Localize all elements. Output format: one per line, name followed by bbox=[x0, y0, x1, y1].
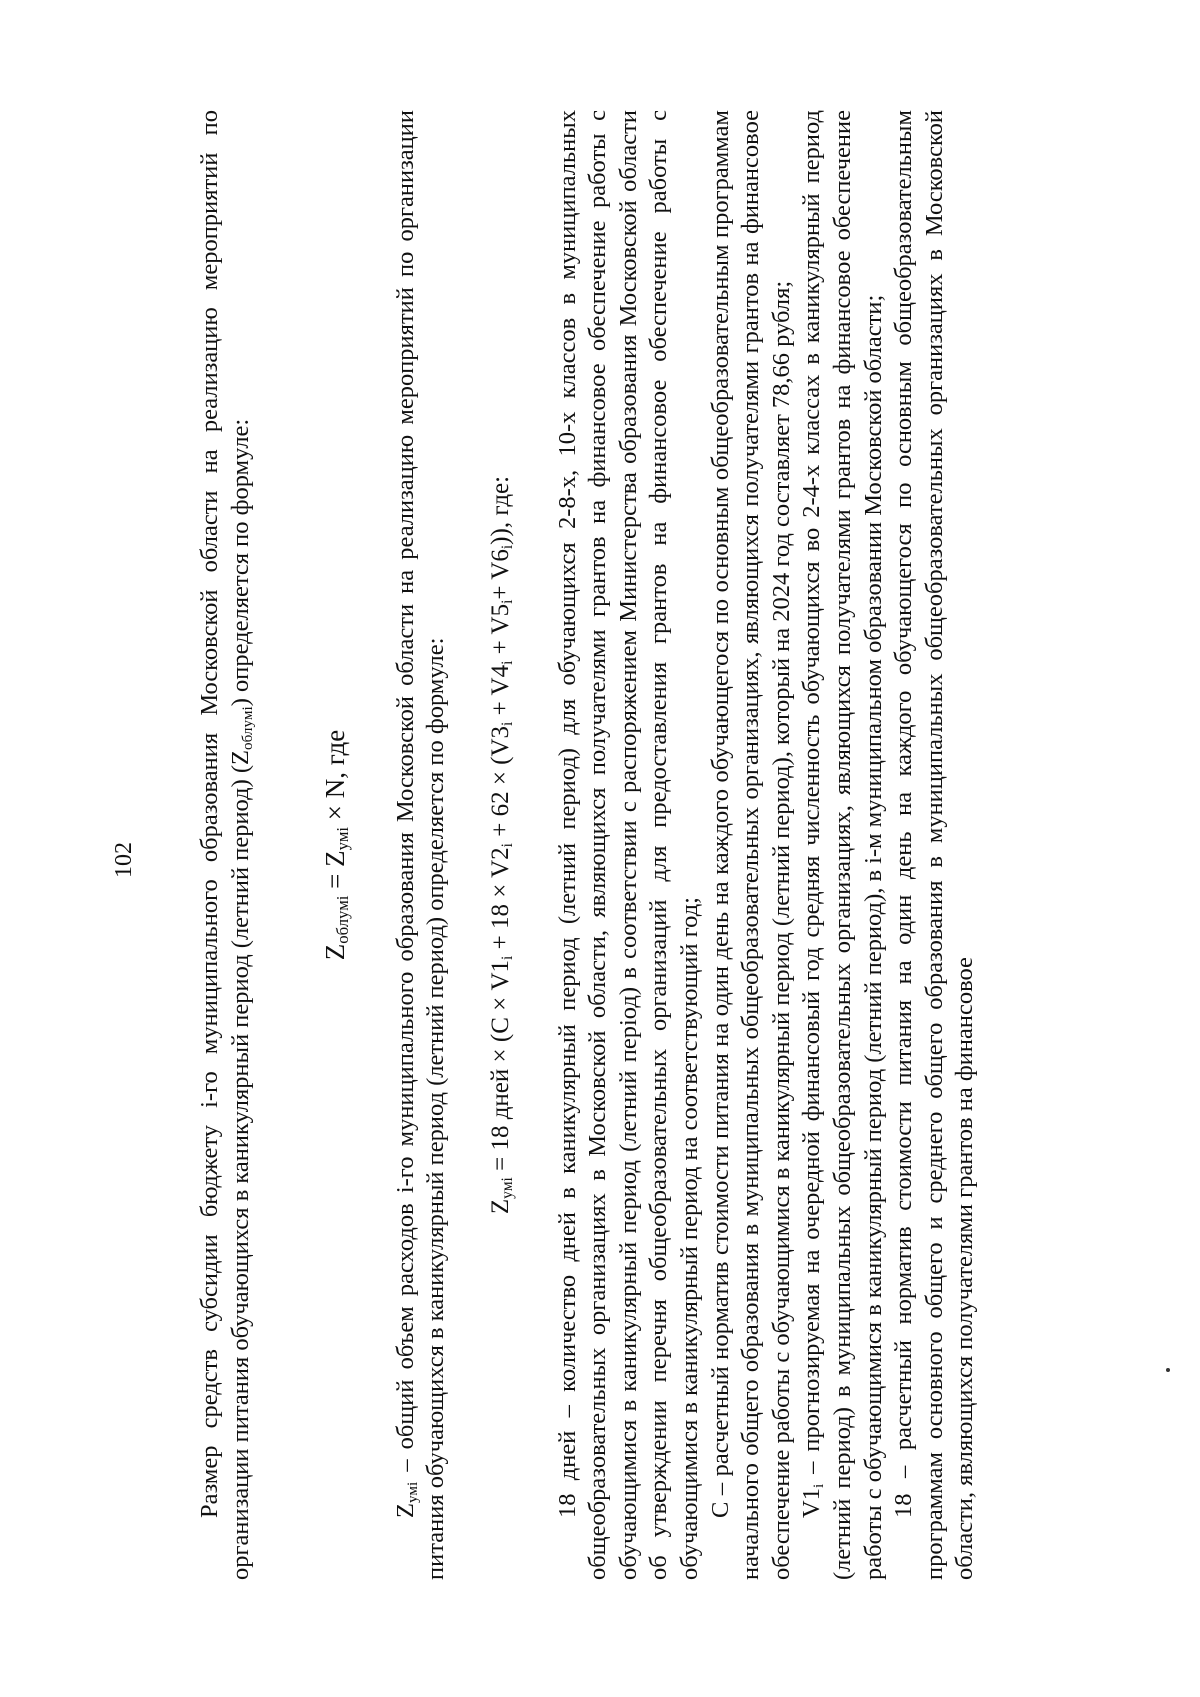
eighteen-definition: 18 – расчетный норматив стоимости питания на один день на каждого обучающегося по основным общеобразовательным программам основного общего и среднего общего образования в муниципальных общеобразовательных организациях в Московской области, являющихся получателями грантов на финансовое bbox=[890, 110, 979, 1580]
v1-definition bbox=[797, 110, 889, 1580]
f2-c: + 18 × V2 bbox=[486, 847, 514, 956]
intro-subscript: облумi bbox=[238, 706, 256, 751]
intro-paragraph bbox=[195, 110, 256, 1580]
v1-symbol: V1 bbox=[798, 1488, 826, 1518]
zumi-definition bbox=[391, 110, 452, 1580]
f2-i5: i bbox=[498, 599, 516, 604]
f2-g: + V6 bbox=[486, 549, 514, 600]
formula-total-expenses bbox=[486, 110, 517, 1580]
formula1-left: Z bbox=[320, 943, 351, 961]
formula-subsidy bbox=[320, 110, 351, 1580]
f2-i6: i bbox=[498, 544, 516, 550]
scan-speck bbox=[1166, 1368, 1170, 1372]
zumi-text: – общий объем расходов i-го муниципального образования Московской области на реализацию мероприятий по организации питания обучающихся в каникулярный период (летний период) определяется по формуле: bbox=[391, 110, 450, 1580]
f2-i2: i bbox=[498, 843, 516, 848]
days-definition: 18 дней – количество дней в каникулярный период (летний период) для обучающихся 2-8-х, 10-х классов в муниципальных общеобразовательных организациях в Московской области, являющихся получателями грантов на финансовое обеспечение работы с обучающимися в каникулярный период (летний перiод) в соответствии с распоряжением Министерства образования Московской области об утверждении перечня общеобразовательных организаций для предоставления грантов на финансовое обеспечение работы с обучающимися в каникулярный период на соответствующий год; bbox=[553, 110, 703, 1580]
f2-i3: i bbox=[498, 721, 516, 726]
intro-text: Размер средств субсидии бюджету i-го муниципального образования Московской области на реализацию мероприятий по организации питания обучающихся в каникулярный период (летний период) ( bbox=[196, 110, 254, 1580]
formula1-right-sub: умi bbox=[333, 826, 353, 851]
v1-subscript: i bbox=[810, 1483, 828, 1489]
f2-e: + V4 bbox=[486, 664, 514, 722]
zumi-symbol: Z bbox=[391, 1503, 419, 1518]
formula1-left-sub: облумi bbox=[333, 895, 353, 944]
f2-i4: i bbox=[498, 660, 516, 665]
f2-d: + 62 × (V3 bbox=[486, 725, 514, 844]
formula1-eq: = Z bbox=[320, 850, 351, 896]
intro-symbol: Z bbox=[226, 750, 254, 765]
f2-f: + V5 bbox=[486, 603, 514, 661]
c-definition: С – расчетный норматив стоимости питания на один день на каждого обучающегося по основным общеобразовательным программам начального общего образования в муниципальных общеобразовательных организациях, являющихся получателями грантов на финансовое обеспечение работы с обучающимися в каникулярный период (летний период), который на 2024 год составляет 78,66 рубля; bbox=[706, 110, 795, 1580]
formula1-tail: × N, где bbox=[320, 729, 351, 827]
f2-i1: i bbox=[498, 955, 516, 960]
zumi-subscript: умi bbox=[403, 1481, 421, 1504]
intro-tail: ) определяется по формуле: bbox=[226, 418, 254, 707]
f2-h: )), где: bbox=[486, 475, 514, 545]
document-body bbox=[195, 110, 981, 1580]
page-number: 102 bbox=[111, 842, 137, 878]
f2-b: = 18 дней × (С × V1 bbox=[486, 959, 514, 1178]
rotated-document-page bbox=[105, 80, 1085, 1640]
f2-a-sub: умi bbox=[498, 1177, 516, 1199]
f2-a: Z bbox=[486, 1198, 514, 1215]
v1-text: – прогнозируемая на очередной финансовый год средняя численность обучающихся во 2-4-х классах в каникулярный период (летний период) в муниципальных общеобразовательных организациях, являющихся получателями грантов на финансовое обеспечение работы с обучающимися в каникулярный период (летний период), в i-м муниципальном образовании Московской области; bbox=[798, 110, 887, 1580]
